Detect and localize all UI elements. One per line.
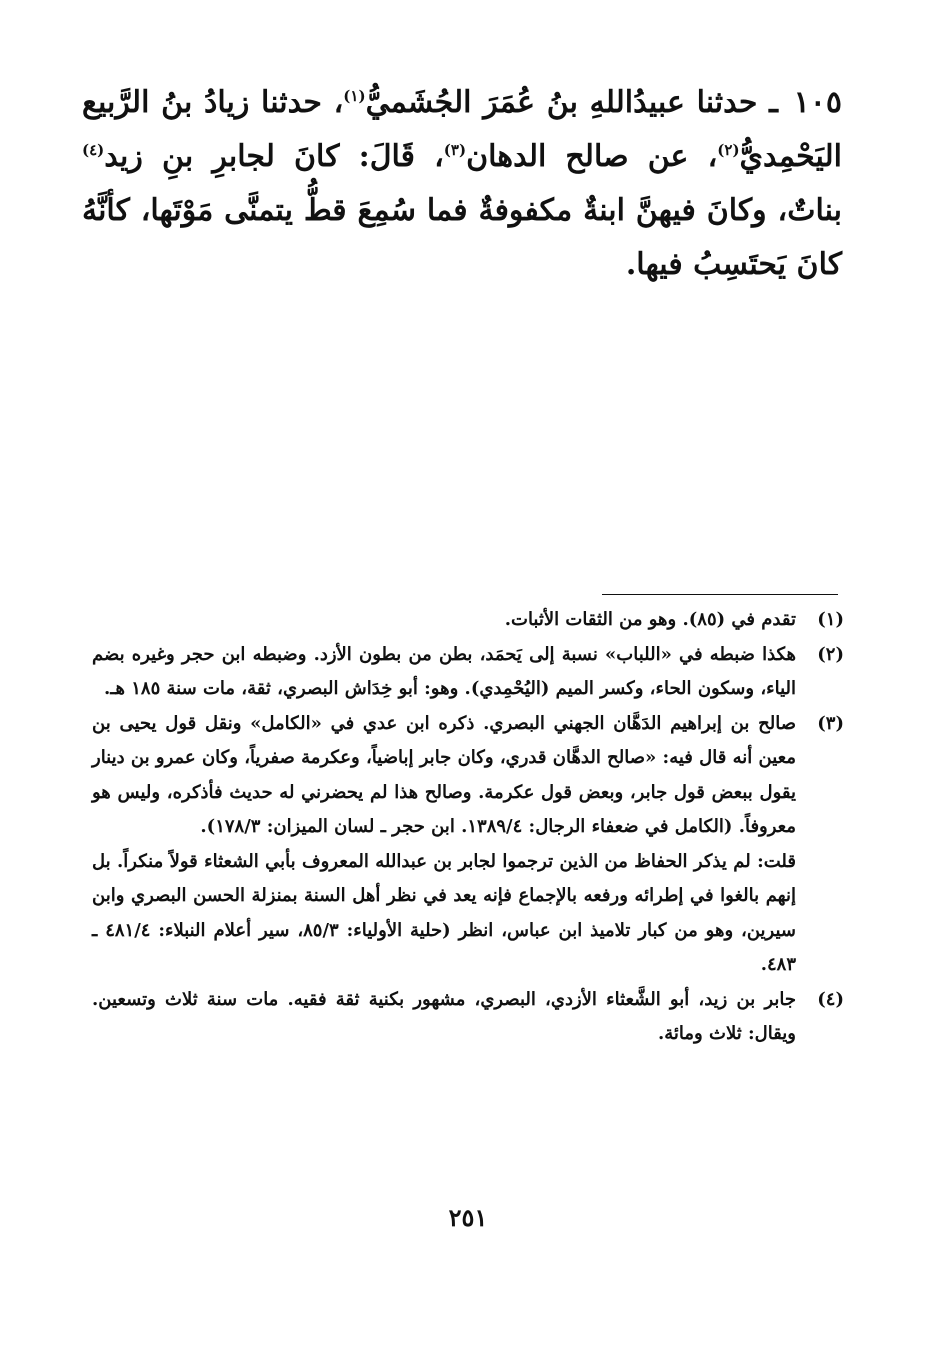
hadith-segment-2: ، حدثنا زيادُ بنُ الرَّبيع اليَحْمِديُّ xyxy=(82,85,843,174)
footnote-ref-1: (١) xyxy=(343,87,366,105)
hadith-text xyxy=(82,76,842,292)
footnote-1 xyxy=(92,603,844,638)
footnote-text: هكذا ضبطه في «اللباب» نسبة إلى يَحمَد، بطن من بطون الأزد. وضبطه ابن حجر وغيره بضم الياء، وسكون الحاء، وكسر الميم (اليُحْمِدي). وهو: أبو خِدَاش البصري، ثقة، مات سنة ١٨٥ هـ. xyxy=(92,643,796,699)
footnote-number: (٤) xyxy=(817,988,844,1010)
hadith-segment-4: ، قَالَ: كانَ لجابرِ بنِ زيد xyxy=(104,139,444,174)
hadith-dash: ـ xyxy=(769,85,778,120)
hadith-number: ١٠٥ xyxy=(793,85,842,120)
footnote-2 xyxy=(92,638,844,707)
footnote-number: (٢) xyxy=(817,643,844,665)
footnote-3 xyxy=(92,707,844,983)
footnote-ref-2: (٢) xyxy=(717,141,740,159)
footnote-separator xyxy=(602,594,838,595)
hadith-segment-3: ، عن صالح الدهان xyxy=(466,139,718,174)
footnotes xyxy=(92,603,844,1052)
footnote-ref-4: (٤) xyxy=(82,141,105,159)
footnote-number: (١) xyxy=(817,609,844,630)
footnote-number: (٣) xyxy=(817,712,844,734)
footnote-ref-3: (٣) xyxy=(443,141,467,159)
hadith-segment-1: حدثنا عبيدُاللهِ بنُ عُمَرَ الجُشَميُّ xyxy=(365,85,758,120)
footnote-text: تقدم في (٨٥). وهو من الثقات الأثبات. xyxy=(504,609,796,630)
hadith-segment-5: بناتٌ، وكانَ فيهنَّ ابنةٌ مكفوفةٌ فما سُمِعَ قطُّ يتمنَّى مَوْتَها، كأنَّهُ كانَ يَحتَسِبُ فيها. xyxy=(82,193,842,282)
footnote-comment: قلت: لم يذكر الحفاظ من الذين ترجموا لجابر بن عبدالله المعروف بأبي الشعثاء قولاً منكراً. بل إنهم بالغوا في إطرائه ورفعه بالإجماع فإنه يعد في نظر أهل السنة بمنزلة الحسن البصري وابن سيرين، وهو من كبار تلاميذ ابن عباس، انظر (حلية الأولياء: ٨٥/٣، سير أعلام النبلاء: ٤٨١/٤ ـ ٤٨٣. xyxy=(92,850,797,975)
page-number: ٢٥١ xyxy=(448,1203,488,1232)
footnote-text: جابر بن زيد، أبو الشَّعثاء الأزدي، البصري، مشهور بكنية ثقة فقيه. مات سنة ثلاث وتسعين. ويقال: ثلاث ومائة. xyxy=(92,988,796,1044)
footnote-text: صالح بن إبراهيم الدَهَّان الجهني البصري. ذكره ابن عدي في «الكامل» ونقل قول يحيى بن معين أنه قال فيه: «صالح الدهَّان قدري، وكان جابر إباضياً، وعكرمة صفرياً، وكان عمرو بن دينار يقول ببعض قول جابر، وبعض قول عكرمة. وصالح هذا لم يحضرني له حديث فأذكره، وليس هو معروفاً. (الكامل في ضعفاء الرجال: ١٣٨٩/٤. ابن حجر ـ لسان الميزان: ١٧٨/٣). xyxy=(92,712,796,837)
footnote-4 xyxy=(92,983,844,1052)
